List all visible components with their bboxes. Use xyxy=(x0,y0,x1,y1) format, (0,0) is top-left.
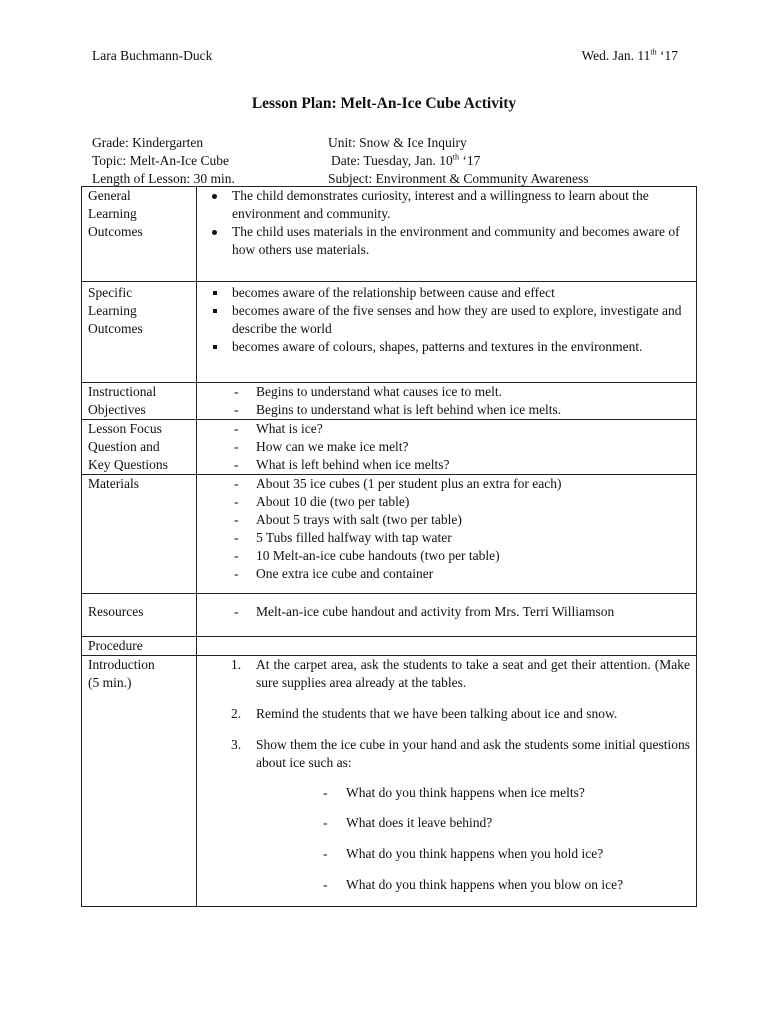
procedure-step: 2. Remind the students that we have been talking about ice and snow. xyxy=(231,706,618,721)
list-item: - One extra ice cube and container xyxy=(234,566,434,581)
row-content xyxy=(197,637,697,656)
row-label: Specific Learning Outcomes xyxy=(82,282,197,383)
lesson-length: Length of Lesson: 30 min. xyxy=(92,171,235,186)
row-content xyxy=(197,594,697,637)
row-content xyxy=(197,475,697,594)
header-date: Wed. Jan. 11th ‘17 xyxy=(581,47,678,63)
square-bullet-icon xyxy=(213,309,217,313)
list-item: - 10 Melt-an-ice cube handouts (two per table) xyxy=(234,548,500,563)
list-item: - What is left behind when ice melts? xyxy=(234,457,450,472)
question-item: - What does it leave behind? xyxy=(323,815,493,830)
list-item: - Melt-an-ice cube handout and activity from Mrs. Terri Williamson xyxy=(234,604,615,619)
list-item: becomes aware of the five senses and how they are used to explore, investigate and describe the world xyxy=(203,302,690,338)
document-title: Lesson Plan: Melt-An-Ice Cube Activity xyxy=(251,95,517,112)
square-bullet-icon xyxy=(213,291,217,295)
question-item: - What do you think happens when you hold ice? xyxy=(323,846,604,861)
row-label: Procedure xyxy=(82,637,197,656)
row-content xyxy=(197,282,697,383)
row-label: Lesson Focus Question and Key Questions xyxy=(82,420,197,475)
row-lesson-focus xyxy=(82,420,697,475)
row-introduction xyxy=(82,656,697,907)
lesson-date: Date: Tuesday, Jan. 10th ‘17 xyxy=(331,152,481,168)
row-resources xyxy=(82,594,697,637)
row-specific-outcomes xyxy=(82,282,697,383)
list-item: - 5 Tubs filled halfway with tap water xyxy=(234,530,452,545)
list-item: becomes aware of colours, shapes, patterns and textures in the environment. xyxy=(203,338,690,356)
list-item: - How can we make ice melt? xyxy=(234,439,409,454)
list-item: - About 5 trays with salt (two per table) xyxy=(234,512,462,527)
row-content xyxy=(197,187,697,282)
row-label: Resources xyxy=(82,594,197,637)
lesson-plan-table xyxy=(81,186,697,907)
topic: Topic: Melt-An-Ice Cube xyxy=(92,153,230,168)
unit: Unit: Snow & Ice Inquiry xyxy=(328,135,467,150)
row-general-outcomes xyxy=(82,187,697,282)
list-item: - About 35 ice cubes (1 per student plus an extra for each) xyxy=(234,476,562,491)
bullet-icon xyxy=(212,230,217,235)
question-item: - What do you think happens when you blow on ice? xyxy=(323,877,624,892)
list-item: The child uses materials in the environment and community and becomes aware of how others use materials. xyxy=(203,223,690,259)
square-bullet-icon xyxy=(213,345,217,349)
list-item: The child demonstrates curiosity, interest and a willingness to learn about the environment and community. xyxy=(203,187,690,223)
row-materials xyxy=(82,475,697,594)
row-content xyxy=(197,656,697,907)
procedure-step: 1. At the carpet area, ask the students to take a seat and get their attention. (Make sure supplies area already at the tables. xyxy=(231,657,690,690)
row-content xyxy=(197,383,697,420)
bullet-icon xyxy=(212,194,217,199)
grade: Grade: Kindergarten xyxy=(92,135,204,150)
list-item: - About 10 die (two per table) xyxy=(234,494,410,509)
row-content xyxy=(197,420,697,475)
row-label: Materials xyxy=(82,475,197,594)
subject: Subject: Environment & Community Awareness xyxy=(328,171,589,186)
row-label: Instructional Objectives xyxy=(82,383,197,420)
page-header xyxy=(92,48,678,64)
row-label: General Learning Outcomes xyxy=(82,187,197,282)
procedure-step: 3. Show them the ice cube in your hand and ask the students some initial questions about ice such as: xyxy=(231,737,690,770)
row-label: Introduction (5 min.) xyxy=(82,656,197,907)
list-item: becomes aware of the relationship between cause and effect xyxy=(203,284,690,302)
list-item: - Begins to understand what causes ice to melt. xyxy=(234,384,502,399)
lesson-meta xyxy=(92,134,692,188)
list-item: - What is ice? xyxy=(234,421,323,436)
list-item: - Begins to understand what is left behind when ice melts. xyxy=(234,402,562,417)
row-instructional-objectives xyxy=(82,383,697,420)
author-name: Lara Buchmann-Duck xyxy=(92,48,213,63)
question-item: - What do you think happens when ice melts? xyxy=(323,785,585,800)
row-procedure xyxy=(82,637,697,656)
